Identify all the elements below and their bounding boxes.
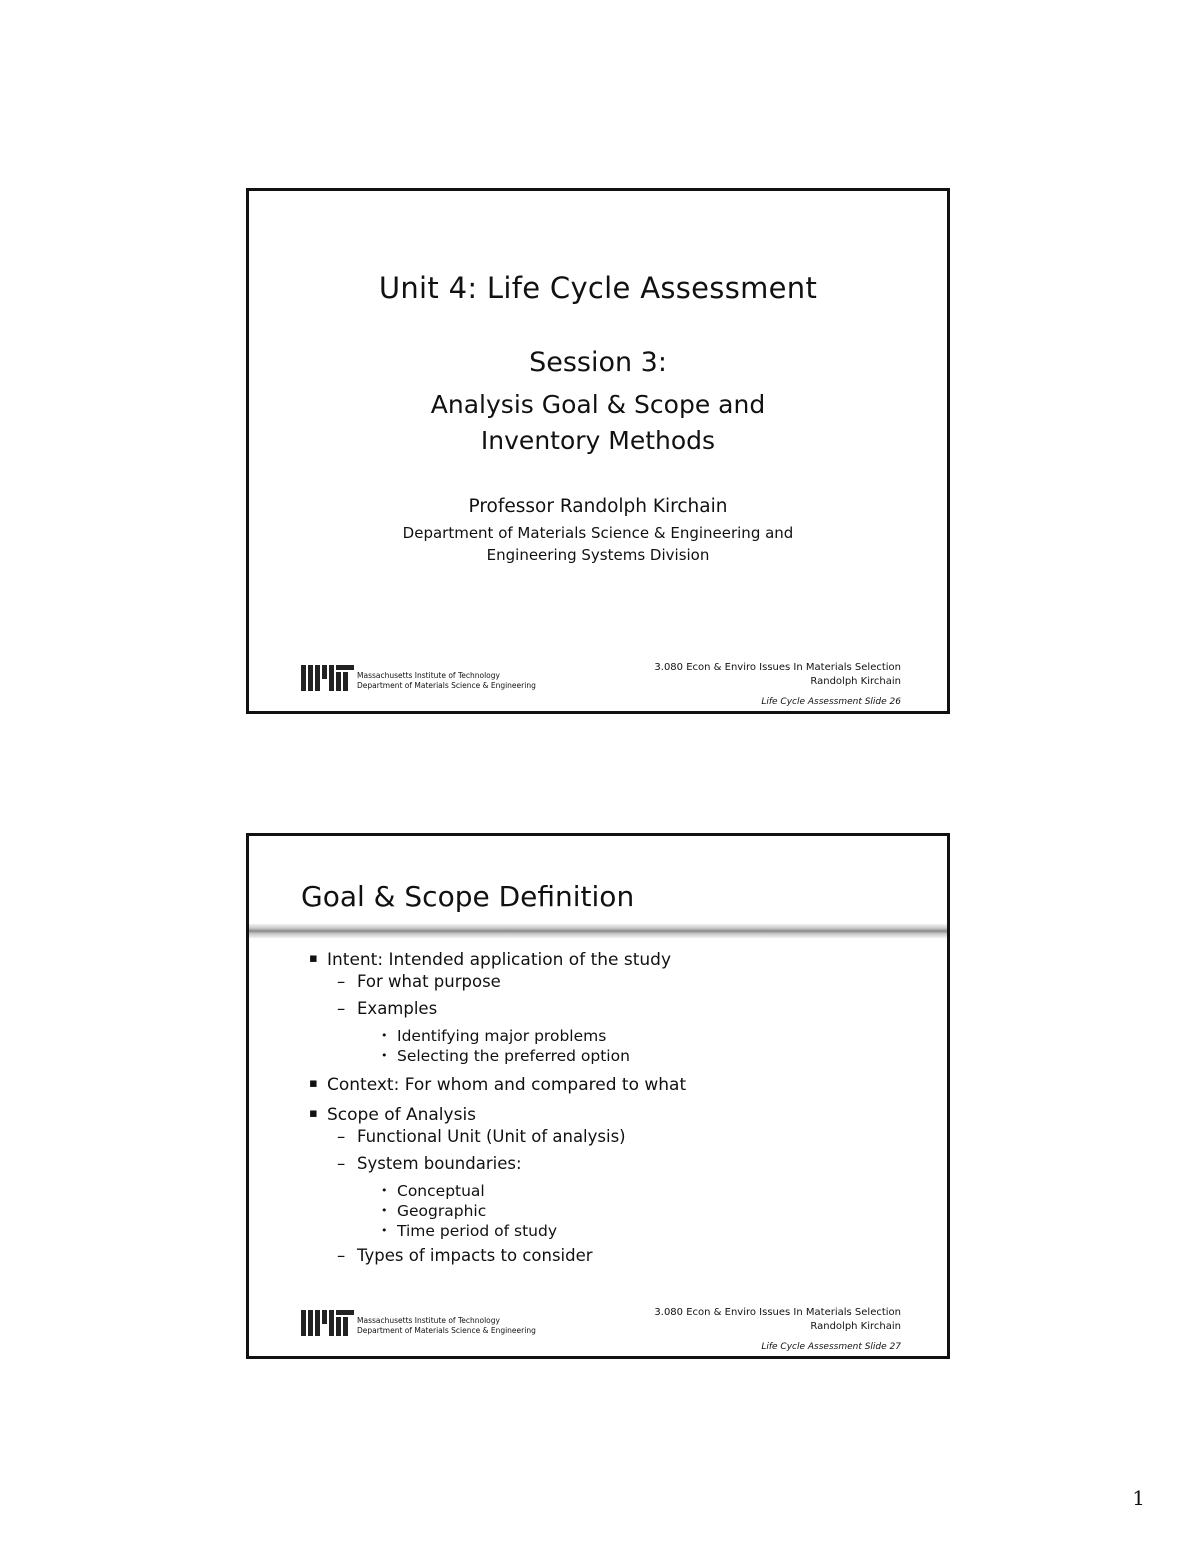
bullet-text: Conceptual — [397, 1182, 485, 1200]
bullet-marker-icon: • — [381, 1184, 388, 1197]
bullet-text: Selecting the preferred option — [397, 1047, 630, 1065]
bullet-level-2 — [307, 972, 927, 991]
bullet-text: Scope of Analysis — [327, 1105, 477, 1125]
department-line-2: Engineering Systems Division — [486, 546, 710, 564]
bullet-marker-icon: • — [381, 1224, 388, 1237]
bullet-marker-icon: – — [337, 972, 346, 991]
bullet-text: Types of impacts to consider — [357, 1246, 593, 1265]
bullet-level-3 — [307, 1047, 927, 1065]
department — [249, 522, 947, 566]
bullet-text: Examples — [357, 999, 438, 1018]
institution-line-2: Department of Materials Science & Engineering — [357, 681, 536, 690]
department-line-1: Department of Materials Science & Engineering and — [402, 524, 794, 542]
mit-logo-icon — [299, 661, 359, 693]
bullet-marker-icon: • — [381, 1204, 388, 1217]
institution-name — [357, 1316, 536, 1336]
title-divider — [249, 924, 947, 938]
bullet-level-3 — [307, 1202, 927, 1220]
bullet-level-2 — [307, 1127, 927, 1146]
institution-line-1: Massachusetts Institute of Technology — [357, 671, 500, 680]
institution-line-1: Massachusetts Institute of Technology — [357, 1316, 500, 1325]
professor-name: Professor Randolph Kirchain — [468, 496, 728, 517]
bullet-level-2 — [307, 1246, 927, 1265]
page-number: 1 — [1132, 1486, 1145, 1510]
slide-number-label: Life Cycle Assessment Slide 26 — [761, 697, 901, 707]
bullet-level-3 — [307, 1182, 927, 1200]
bullet-text: For what purpose — [357, 972, 501, 991]
bullet-text: System boundaries: — [357, 1154, 522, 1173]
slide-title: Goal & Scope Definition — [301, 880, 635, 913]
bullet-marker-icon: – — [337, 1127, 346, 1146]
slide-27 — [246, 833, 950, 1359]
bullet-level-3 — [307, 1027, 927, 1045]
course-info — [654, 661, 901, 689]
bullet-marker-icon: ▪ — [309, 1076, 318, 1091]
bullet-text: Identifying major problems — [397, 1027, 607, 1045]
bullet-marker-icon: – — [337, 1154, 346, 1173]
bullet-level-2 — [307, 1154, 927, 1173]
bullet-text: Intent: Intended application of the study — [327, 950, 672, 970]
bullet-text: Functional Unit (Unit of analysis) — [357, 1127, 626, 1146]
bullet-marker-icon: • — [381, 1049, 388, 1062]
mit-logo-icon — [299, 1306, 359, 1338]
bullet-level-1 — [307, 1105, 927, 1125]
course-title: 3.080 Econ & Enviro Issues In Materials Selection — [654, 662, 901, 673]
bullet-marker-icon: – — [337, 1246, 346, 1265]
session-subtitle — [249, 387, 947, 459]
slide-number-label: Life Cycle Assessment Slide 27 — [761, 1342, 901, 1352]
bullet-level-3 — [307, 1222, 927, 1240]
instructor-name: Randolph Kirchain — [810, 676, 901, 687]
bullet-level-2 — [307, 999, 927, 1018]
course-info — [654, 1306, 901, 1334]
bullet-marker-icon: • — [381, 1029, 388, 1042]
slide-title: Unit 4: Life Cycle Assessment — [378, 271, 818, 305]
course-title: 3.080 Econ & Enviro Issues In Materials Selection — [654, 1307, 901, 1318]
bullet-list — [307, 950, 927, 1265]
subtitle-line-2: Inventory Methods — [480, 426, 716, 455]
slide-26 — [246, 188, 950, 714]
bullet-marker-icon: ▪ — [309, 1106, 318, 1121]
bullet-text: Context: For whom and compared to what — [327, 1075, 687, 1095]
bullet-marker-icon: ▪ — [309, 951, 318, 966]
session-heading: Session 3: — [529, 347, 667, 378]
bullet-text: Time period of study — [397, 1222, 558, 1240]
instructor-name: Randolph Kirchain — [810, 1321, 901, 1332]
subtitle-line-1: Analysis Goal & Scope and — [430, 390, 766, 419]
bullet-marker-icon: – — [337, 999, 346, 1018]
bullet-level-1 — [307, 950, 927, 970]
institution-name — [357, 671, 536, 691]
bullet-text: Geographic — [397, 1202, 487, 1220]
bullet-level-1 — [307, 1075, 927, 1095]
institution-line-2: Department of Materials Science & Engineering — [357, 1326, 536, 1335]
